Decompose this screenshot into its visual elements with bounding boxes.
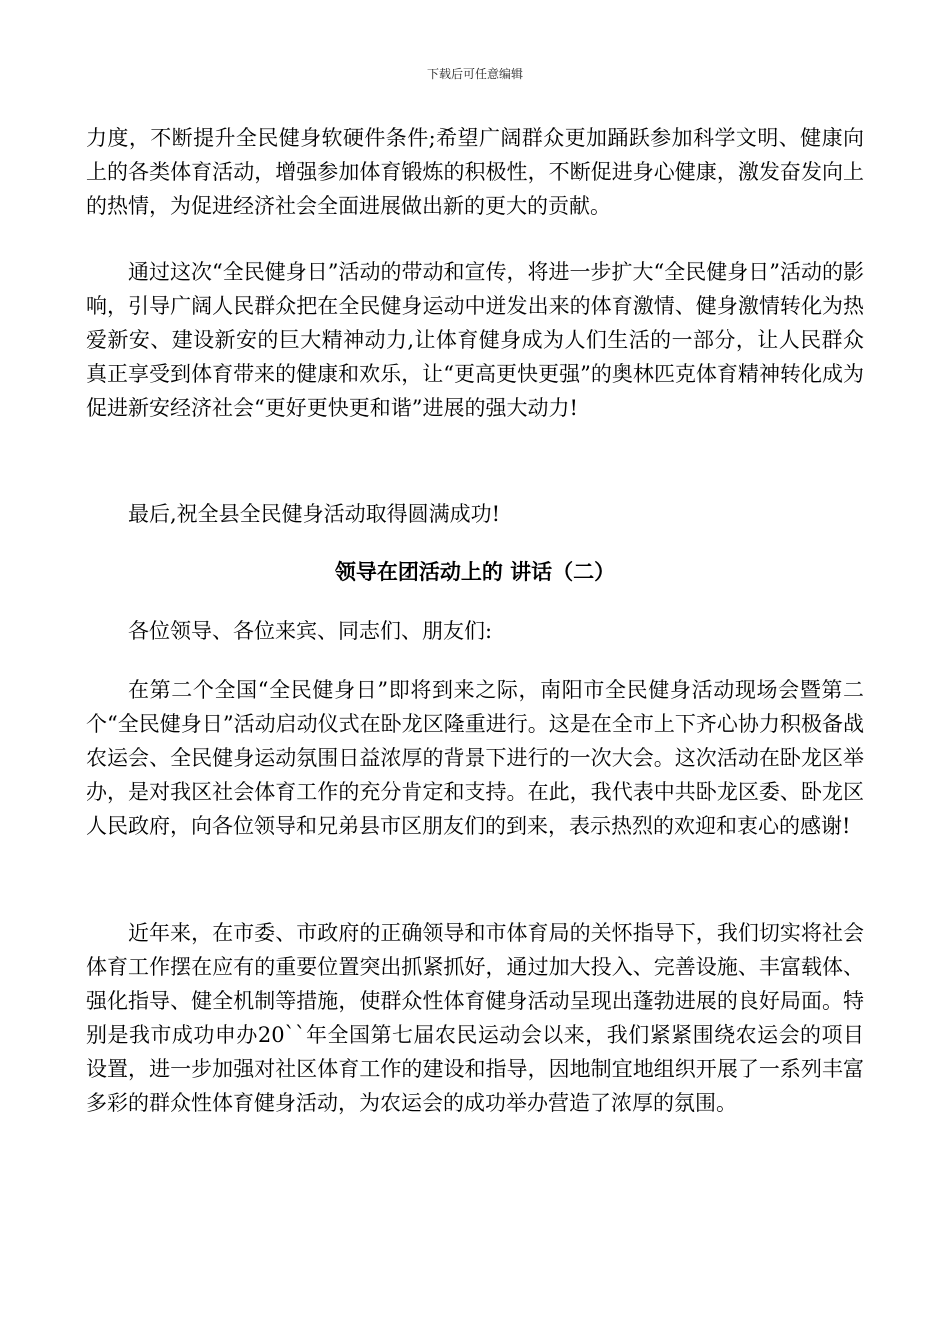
paragraph-3: 最后,祝全县全民健身活动取得圆满成功! (128, 502, 501, 526)
section-title: 领导在团活动上的 讲话（二） (334, 560, 616, 584)
paragraph-5: 在第二个全国“全民健身日”即将到来之际，南阳市全民健身活动现场会暨第二个“全民健身日”活动启动仪式在卧龙区隆重进行。这是在全市上下齐心协力积极备战农运会、全民健身运动氛围日益浓厚的背景下进行的一次大会。这次活动在卧龙区举办，是对我区社会体育工作的充分肯定和支持。在此，我代表中共卧龙区委、卧龙区人民政府，向各位领导和兄弟县市区朋友们的到来，表示热烈的欢迎和衷心的感谢! (86, 678, 864, 838)
paragraph-1: 力度，不断提升全民健身软硬件条件;希望广阔群众更加踊跃参加科学文明、健康向上的各类体育活动，增强参加体育锻炼的积极性，不断促进身心健康，激发奋发向上的热情，为促进经济社会全面进展做出新的更大的贡献。 (86, 126, 864, 218)
paragraph-2: 通过这次“全民健身日”活动的带动和宣传，将进一步扩大“全民健身日”活动的影响，引导广阔人民群众把在全民健身运动中迸发出来的体育激情、健身激情转化为热爱新安、建设新安的巨大精神动力,让体育健身成为人们生活的一部分，让人民群众真正享受到体育带来的健康和欢乐，让“更高更快更强”的奥林匹克体育精神转化成为促进新安经济社会“更好更快更和谐”进展的强大动力! (86, 260, 864, 420)
paragraph-salutation: 各位领导、各位来宾、同志们、朋友们: (128, 619, 493, 643)
page-header: 下载后可任意编辑 (426, 67, 523, 81)
paragraph-6: 近年来，在市委、市政府的正确领导和市体育局的关怀指导下，我们切实将社会体育工作摆在应有的重要位置突出抓紧抓好，通过加大投入、完善设施、丰富载体、强化指导、健全机制等措施，使群众性体育健身活动呈现出蓬勃进展的良好局面。特别是我市成功申办20``年全国第七届农民运动会以来，我们紧紧围绕农运会的项目设置，进一步加强对社区体育工作的建设和指导，因地制宜地组织开展了一系列丰富多彩的群众性体育健身活动，为农运会的成功举办营造了浓厚的氛围。 (86, 921, 864, 1115)
